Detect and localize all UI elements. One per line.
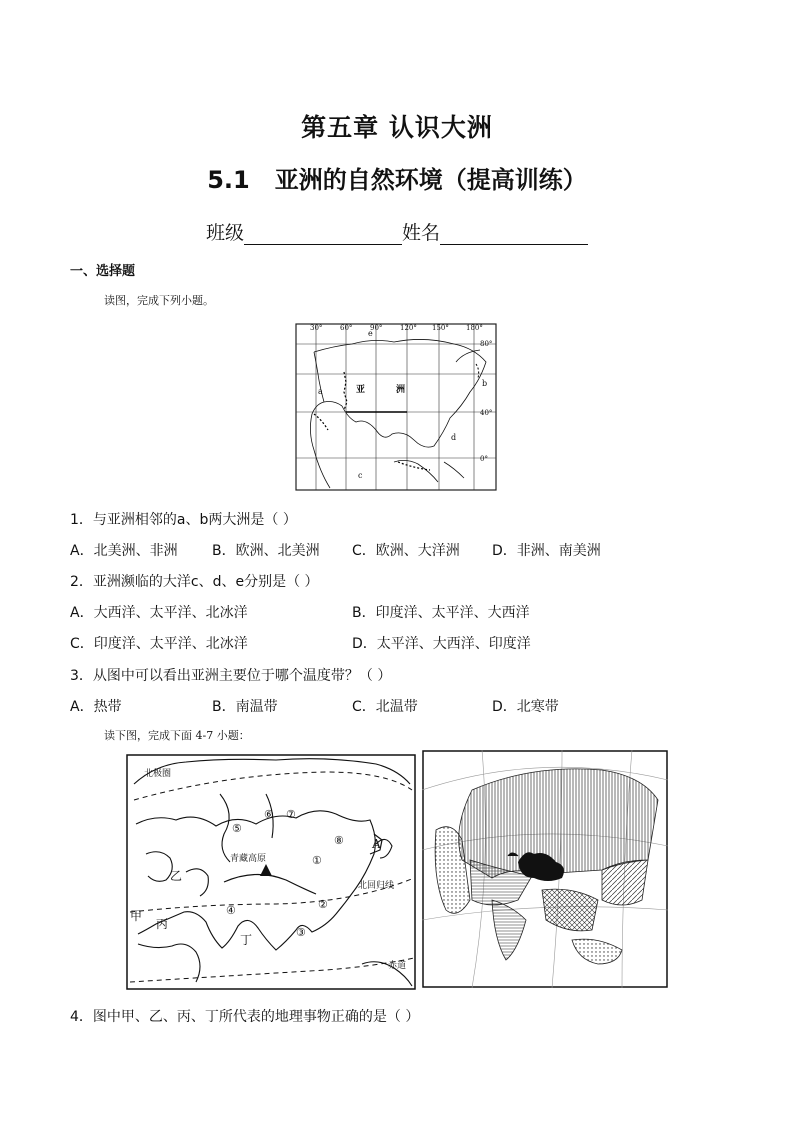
lat-label: 0° — [480, 455, 488, 463]
instruction-text: 读图，完成下列小题。 — [104, 294, 214, 307]
asia-physical-map — [126, 754, 416, 990]
lon-label: 30° — [310, 324, 323, 332]
circled-number: ⑧ — [334, 834, 344, 847]
lon-label: 120° — [400, 324, 417, 332]
question-3-stem: 3．从图中可以看出亚洲主要位于哪个温度带？（ ） — [70, 668, 392, 684]
map-letter-e: e — [368, 329, 373, 338]
section-heading: 一、选择题 — [70, 264, 136, 279]
q1-option-d[interactable]: D．非洲、南美洲 — [492, 543, 601, 559]
chapter-title: 第五章 认识大洲 — [301, 113, 493, 142]
map-letter-d: d — [451, 433, 457, 442]
label-yi: 乙 — [170, 869, 183, 883]
q2-option-d[interactable]: D．太平洋、大西洋、印度洋 — [352, 636, 531, 652]
map-letter-b: b — [482, 379, 488, 388]
circled-number: ④ — [226, 904, 236, 917]
circled-number: ⑦ — [286, 808, 296, 821]
instruction-text: 读下图，完成下面 4-7 小题： — [104, 729, 250, 742]
q3-option-a[interactable]: A．热带 — [70, 699, 122, 715]
q2-option-b[interactable]: B．印度洋、太平洋、大西洋 — [352, 605, 530, 621]
name-label: 姓名 — [402, 222, 441, 244]
q2-option-a[interactable]: A．大西洋、太平洋、北冰洋 — [70, 605, 248, 621]
label-jia: 甲 — [130, 909, 143, 923]
lon-label: 180° — [466, 324, 483, 332]
lon-label: 150° — [432, 324, 449, 332]
name-blank[interactable] — [440, 222, 588, 245]
label-a: A — [372, 837, 381, 851]
tropic-of-cancer-label: 北回归线 — [358, 881, 395, 891]
section-number: 5.1 — [207, 166, 250, 194]
q2-option-c[interactable]: C．印度洋、太平洋、北冰洋 — [70, 636, 248, 652]
question-1-stem: 1．与亚洲相邻的a、b两大洲是（ ） — [70, 512, 297, 528]
section-title — [0, 160, 794, 195]
q1-option-c[interactable]: C．欧洲、大洋洲 — [352, 543, 460, 559]
label-ding: 丁 — [240, 933, 253, 947]
circled-number: ⑥ — [264, 808, 274, 821]
continent-char: 亚 — [356, 385, 366, 395]
question-2-stem: 2．亚洲濒临的大洋c、d、e分别是（ ） — [70, 574, 319, 590]
q1-option-a[interactable]: A．北美洲、非洲 — [70, 543, 178, 559]
section-name: 亚洲的自然环境（提高训练） — [274, 166, 587, 194]
tibetan-plateau-label: 青藏高原 — [230, 854, 267, 864]
map-letter-c: c — [358, 471, 363, 480]
lon-label: 90° — [370, 324, 383, 332]
arctic-circle-label: 北极圈 — [144, 769, 172, 779]
q3-option-d[interactable]: D．北寒带 — [492, 699, 559, 715]
class-blank[interactable] — [244, 222, 402, 245]
lat-label: 80° — [480, 340, 493, 348]
continent-char: 洲 — [396, 385, 406, 395]
circled-number: ⑤ — [232, 822, 242, 835]
circled-number: ③ — [296, 926, 306, 939]
circled-number: ② — [318, 898, 328, 911]
q3-option-c[interactable]: C．北温带 — [352, 699, 418, 715]
asia-climate-map — [422, 750, 668, 988]
class-name-line — [0, 218, 794, 245]
asia-location-map — [294, 322, 500, 494]
q3-option-b[interactable]: B．南温带 — [212, 699, 278, 715]
lon-label: 60° — [340, 324, 353, 332]
equator-label: 赤道 — [388, 961, 407, 971]
question-4-stem: 4．图中甲、乙、丙、丁所代表的地理事物正确的是（ ） — [70, 1009, 420, 1025]
class-label: 班级 — [205, 222, 244, 244]
circled-number: ① — [312, 854, 322, 867]
label-bing: 丙 — [156, 917, 169, 931]
lat-label: 40° — [480, 409, 493, 417]
map-letter-a: a — [318, 387, 323, 396]
q1-option-b[interactable]: B．欧洲、北美洲 — [212, 543, 320, 559]
